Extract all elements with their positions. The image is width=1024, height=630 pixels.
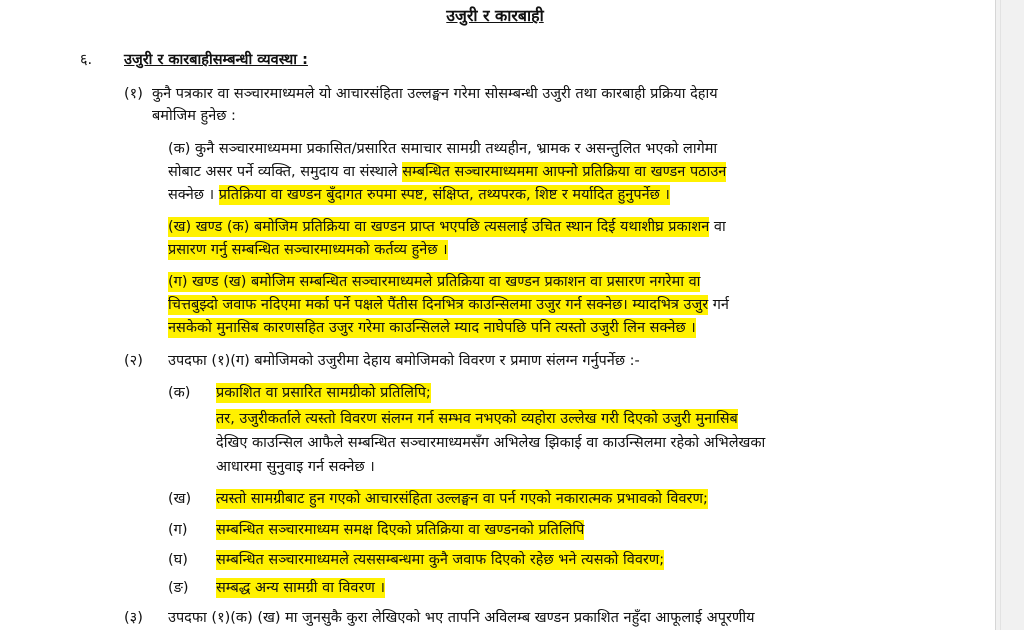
- highlight: त्यस्तो सामग्रीबाट हुन गएको आचारसंहिता उल्लङ्घन वा पर्न गएको नकारात्मक प्रभावको विवरण;: [216, 491, 708, 507]
- clause-1-ka-line-2: [168, 162, 726, 182]
- highlight: तर, उजुरीकर्ताले त्यस्तो विवरण संलग्न गर्न सम्भव नभएको व्यहोरा उल्लेख गरी दिएको उजुरी मुनासिब: [216, 411, 738, 427]
- highlight: नसकेको मुनासिब कारणसहित उजुर गरेमा काउन्सिलले म्याद नाघेपछि पनि त्यस्तो उजुरी लिन सक्नेछ ।: [168, 320, 696, 336]
- clause-2-proviso-line-1: [216, 409, 738, 429]
- clause-1-line-1: कुनै पत्रकार वा सञ्चारमाध्यमले यो आचारसंहिता उल्लङ्घन गरेमा सोसम्बन्धी उजुरी तथा कारबाही प्रक्रिया देहाय: [152, 86, 718, 102]
- scrollbar-divider: [1000, 0, 1001, 630]
- highlight: (ख) खण्ड (क) बमोजिम प्रतिक्रिया वा खण्डन प्राप्त भएपछि त्यसलाई उचित स्थान दिई यथाशीघ्र प्रकाशन: [168, 219, 710, 235]
- highlight: सम्बन्धित सञ्चारमाध्यम समक्ष दिएको प्रतिक्रिया वा खण्डनको प्रतिलिपि: [216, 522, 585, 538]
- clause-2-text: उपदफा (१)(ग) बमोजिमको उजुरीमा देहाय बमोजिमको विवरण र प्रमाण संलग्न गर्नुपर्नेछ :-: [168, 353, 640, 369]
- clause-2-item-gha-label: (घ): [168, 552, 188, 568]
- clause-2-number: (२): [124, 353, 143, 369]
- clause-1-ka-line-3a: सक्नेछ ।: [168, 187, 219, 203]
- highlight: सम्बन्धित सञ्चारमाध्यमले त्यससम्बन्धमा कुनै जवाफ दिएको रहेछ भने त्यसको विवरण;: [216, 552, 665, 568]
- clause-1-kha-line-1b: वा: [709, 219, 726, 235]
- highlight: सम्बद्ध अन्य सामग्री वा विवरण ।: [216, 580, 385, 596]
- clause-2-item-ka: [216, 383, 431, 403]
- clause-2-item-kha-label: (ख): [168, 491, 192, 507]
- clause-1-ga-line-1: [168, 272, 700, 292]
- section-heading: उजुरी र कारबाहीसम्बन्धी व्यवस्था :: [124, 52, 308, 68]
- clause-1-line-2: बमोजिम हुनेछ :: [152, 108, 236, 124]
- clause-3-number: (३): [124, 610, 143, 626]
- highlight: सम्बन्धित सञ्चारमाध्यममा आफ्नो प्रतिक्रिया वा खण्डन पठाउन: [402, 164, 727, 180]
- highlight: प्रसारण गर्नु सम्बन्धित सञ्चारमाध्यमको कर्तव्य हुनेछ ।: [168, 242, 448, 258]
- clause-2-item-kha: [216, 489, 708, 509]
- clause-1-ga-line-3: [168, 318, 696, 338]
- clause-1-kha-line-1: [168, 217, 726, 237]
- clause-1-ka-line-2a: सोबाट असर पर्ने व्यक्ति, समुदाय वा संस्थाले: [168, 164, 403, 180]
- clause-2-item-ga-label: (ग): [168, 522, 188, 538]
- clause-1-number: (१): [124, 86, 143, 102]
- section-number: ६.: [80, 52, 93, 68]
- clause-2-proviso-line-3: आधारमा सुनुवाइ गर्न सक्नेछ ।: [216, 459, 375, 475]
- clause-3-text: उपदफा (१)(क) (ख) मा जुनसुकै कुरा लेखिएको भए तापनि अविलम्ब खण्डन प्रकाशित नहुँदा आफूलाई अपूरणीय: [168, 610, 755, 626]
- clause-1-ka-line-1: (क) कुनै सञ्चारमाध्यममा प्रकासित/प्रसारित समाचार सामग्री तथ्यहीन, भ्रामक र असन्तुलित भएको लागेमा: [168, 141, 718, 157]
- highlight: चित्तबुझ्दो जवाफ नदिएमा मर्का पर्ने पक्षले पैंतीस दिनभित्र काउन्सिलमा उजुर गर्न सक्नेछ। म्यादभित्र उजुर: [168, 297, 709, 313]
- highlight: (ग) खण्ड (ख) बमोजिम सम्बन्धित सञ्चारमाध्यमले प्रतिक्रिया वा खण्डन प्रकाशन वा प्रसारण नगरेमा वा: [168, 274, 701, 290]
- highlight: प्रकाशित वा प्रसारित सामग्रीको प्रतिलिपि;: [216, 385, 431, 401]
- clause-1-kha-line-2: [168, 240, 448, 260]
- clause-1-ga-line-2: [168, 295, 729, 315]
- clause-2-item-gha: [216, 550, 664, 570]
- clause-2-item-ka-label: (क): [168, 385, 191, 401]
- clause-2-item-ga: [216, 520, 584, 540]
- clause-2-proviso-line-2: देखिए काउन्सिल आफैले सम्बन्धित सञ्चारमाध्यमसँग अभिलेख झिकाई वा काउन्सिलमा रहेको अभिलेखका: [216, 435, 766, 451]
- scrollbar-track[interactable]: [995, 0, 1024, 630]
- highlight: प्रतिक्रिया वा खण्डन बुँदागत रुपमा स्पष्ट, संक्षिप्त, तथ्यपरक, शिष्ट र मर्यादित हुनुपर्नेछ ।: [218, 187, 670, 203]
- clause-1-ka-line-3: [168, 185, 670, 205]
- clause-2-item-nga: [216, 578, 385, 598]
- clause-1-ga-line-2b: गर्न: [708, 297, 729, 313]
- clause-2-item-nga-label: (ङ): [168, 580, 189, 596]
- page-title: उजुरी र कारबाही: [446, 6, 544, 25]
